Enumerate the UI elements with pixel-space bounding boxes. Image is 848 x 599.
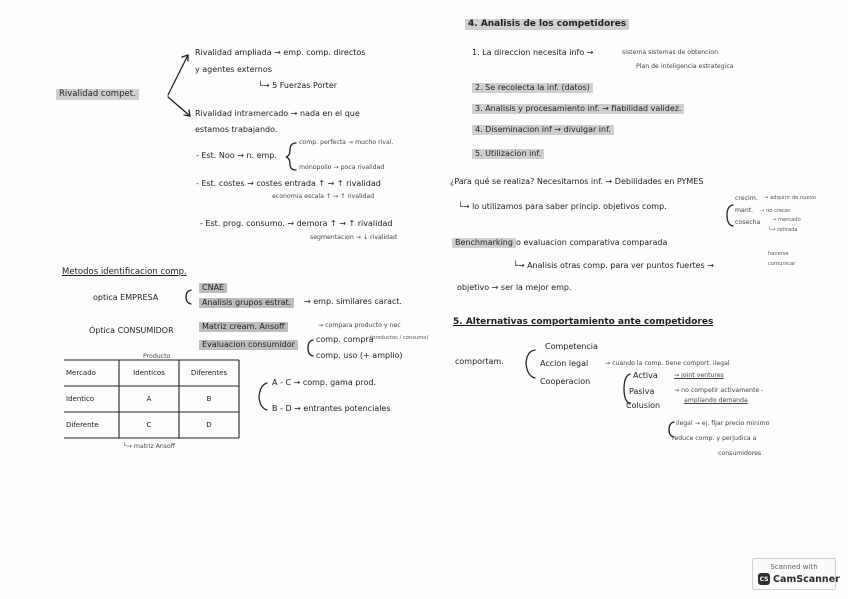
table-row	[64, 412, 239, 438]
ilegal-note-2: reduce comp. y perjudica a	[672, 435, 757, 442]
benchmarking-definition: o evaluacion comparativa comparada	[516, 238, 668, 247]
accion-legal-option: Accion legal	[540, 359, 589, 368]
table-cell: Diferente	[66, 421, 99, 429]
estructura-costes-line-1: - Est. costes → costes entrada ↑ → ↑ rivalidad	[196, 179, 381, 188]
benchmarking-side-1: hacerse	[768, 251, 789, 257]
cnae-label: CNAE	[199, 283, 227, 293]
table-row	[64, 386, 239, 412]
table-cell: A	[146, 395, 152, 403]
pasiva-note-2: ampliando demanda	[684, 397, 748, 404]
matrix-product-header: Producto	[143, 353, 171, 360]
matriz-ansoff-caption: └→ matriz Ansoff	[123, 443, 176, 450]
camscanner-watermark	[752, 558, 840, 590]
table-cell: C	[146, 421, 152, 429]
mant-note: → no crecer	[760, 208, 791, 214]
optica-empresa-label: optica EMPRESA	[93, 293, 159, 302]
accion-legal-note: → cuando la comp. tiene comport. ilegal	[605, 360, 730, 367]
colusion-option: Colusion	[626, 401, 661, 410]
estructura-costes-line-2: economia escala ↑ → ↑ rivalidad	[272, 193, 375, 200]
estructura-consumo-line-2: segmentacion → ↓ rivalidad	[310, 234, 397, 241]
optica-consumidor-label: Óptica CONSUMIDOR	[89, 326, 174, 335]
comp-compra-label: comp. compra	[316, 335, 374, 344]
lo-utilizamos-line: └→ lo utilizamos para saber princip. objetivos comp.	[458, 202, 667, 211]
mant-label: mant.	[735, 207, 754, 214]
cosecha-label: cosecha	[735, 219, 761, 226]
table-cell: D	[206, 421, 212, 429]
matriz-label: Matriz cream. Ansoff	[199, 322, 288, 332]
step-2: 2. Se recolecta la inf. (datos)	[472, 83, 593, 93]
noo-perfect-competition: comp. perfecta → mucho rival.	[299, 139, 394, 146]
crecim-note: → adquirir de nuevo	[764, 195, 816, 201]
benchmarking-side-2: comunicar	[768, 261, 796, 267]
section-5-title: 5. Alternativas comportamiento ante competidores	[453, 317, 714, 327]
table-cell: B	[206, 395, 212, 403]
watermark-caption: Scanned with	[770, 563, 818, 571]
table-cell: Identicos	[133, 369, 165, 377]
cosecha-note: → mercado	[772, 217, 801, 223]
rivalidad-ampliada-line-2: y agentes externos	[195, 65, 272, 74]
competencia-option: Competencia	[545, 342, 598, 351]
table-row	[64, 360, 239, 386]
benchmarking-label: Benchmarking	[452, 238, 516, 248]
table-cell: Diferentes	[190, 369, 228, 377]
step-5: 5. Utilizacion inf.	[472, 149, 544, 159]
cooperacion-option: Cooperacion	[540, 377, 591, 386]
activa-option: Activa	[633, 371, 658, 380]
ac-note: A - C → comp. gama prod.	[272, 378, 376, 387]
root-topic-label: Rivalidad compet.	[56, 89, 139, 100]
camscanner-logo-icon: CS	[758, 573, 770, 585]
table-cell: Identico	[66, 395, 95, 403]
watermark-brand: CamScanner	[773, 574, 840, 585]
crecim-label: crecim.	[735, 195, 758, 202]
comp-uso-label: comp. uso (+ amplio)	[316, 351, 403, 360]
identification-methods-title: Metodos identificacion comp.	[62, 267, 187, 277]
step-1: 1. La direccion necesita info →	[472, 48, 594, 57]
rivalidad-intramercado-line-2: estamos trabajando.	[195, 125, 278, 134]
ilegal-note-3: consumidores	[718, 450, 762, 457]
step-4: 4. Diseminacion inf → divulgar inf.	[472, 125, 614, 135]
step-1-tail: sistema sistemas de obtencion	[622, 49, 718, 56]
cosecha-note-2: └→ retirada	[768, 227, 798, 233]
analisis-grupos-label: Analisis grupos estrat.	[199, 298, 294, 308]
rivalidad-ampliada-line-1: Rivalidad ampliada → emp. comp. directos	[195, 48, 366, 57]
rivalidad-intramercado-line-1: Rivalidad intramercado → nada en el que	[195, 109, 360, 118]
ilegal-note-1: ilegal → ej. fijar precio minimo	[676, 420, 770, 427]
section-4-title: 4. Analisis de los competidores	[465, 19, 629, 30]
analisis-grupos-note: → emp. similares caract.	[304, 297, 402, 306]
evaluacion-consumidor-label: Evaluacion consumidor	[199, 340, 298, 350]
matriz-note: → compara producto y nec	[318, 322, 401, 329]
step-3: 3. Analisis y procesamiento inf. → fiabilidad validez.	[472, 104, 684, 114]
comportamiento-label: comportam.	[455, 357, 504, 366]
comp-compra-note: (productos / consumo)	[370, 335, 429, 341]
porter-five-forces-note: └→ 5 Fuerzas Porter	[258, 81, 338, 90]
noo-monopoly: monopolio → poca rivalidad	[299, 164, 385, 171]
para-que-line: ¿Para qué se realiza? Necesitamos inf. → Debilidades en PYMES	[450, 177, 704, 186]
activa-note: → joint ventures	[674, 372, 724, 379]
benchmarking-line-2: └→ Analisis otras comp. para ver puntos fuertes →	[513, 261, 714, 270]
ansoff-matrix-table	[64, 360, 239, 438]
step-1-sub: Plan de inteligencia estrategica	[636, 63, 734, 70]
estructura-noo-label: - Est. Noo → n. emp.	[196, 151, 277, 160]
pasiva-option: Pasiva	[629, 387, 655, 396]
estructura-consumo-line-1: - Est. prog. consumo. → demora ↑ → ↑ rivalidad	[200, 219, 393, 228]
pasiva-note: → no competir activamente -	[674, 387, 764, 394]
bd-note: B - D → entrantes potenciales	[272, 404, 391, 413]
benchmarking-line-3: objetivo → ser la mejor emp.	[457, 283, 572, 292]
table-cell: Mercado	[66, 369, 96, 377]
